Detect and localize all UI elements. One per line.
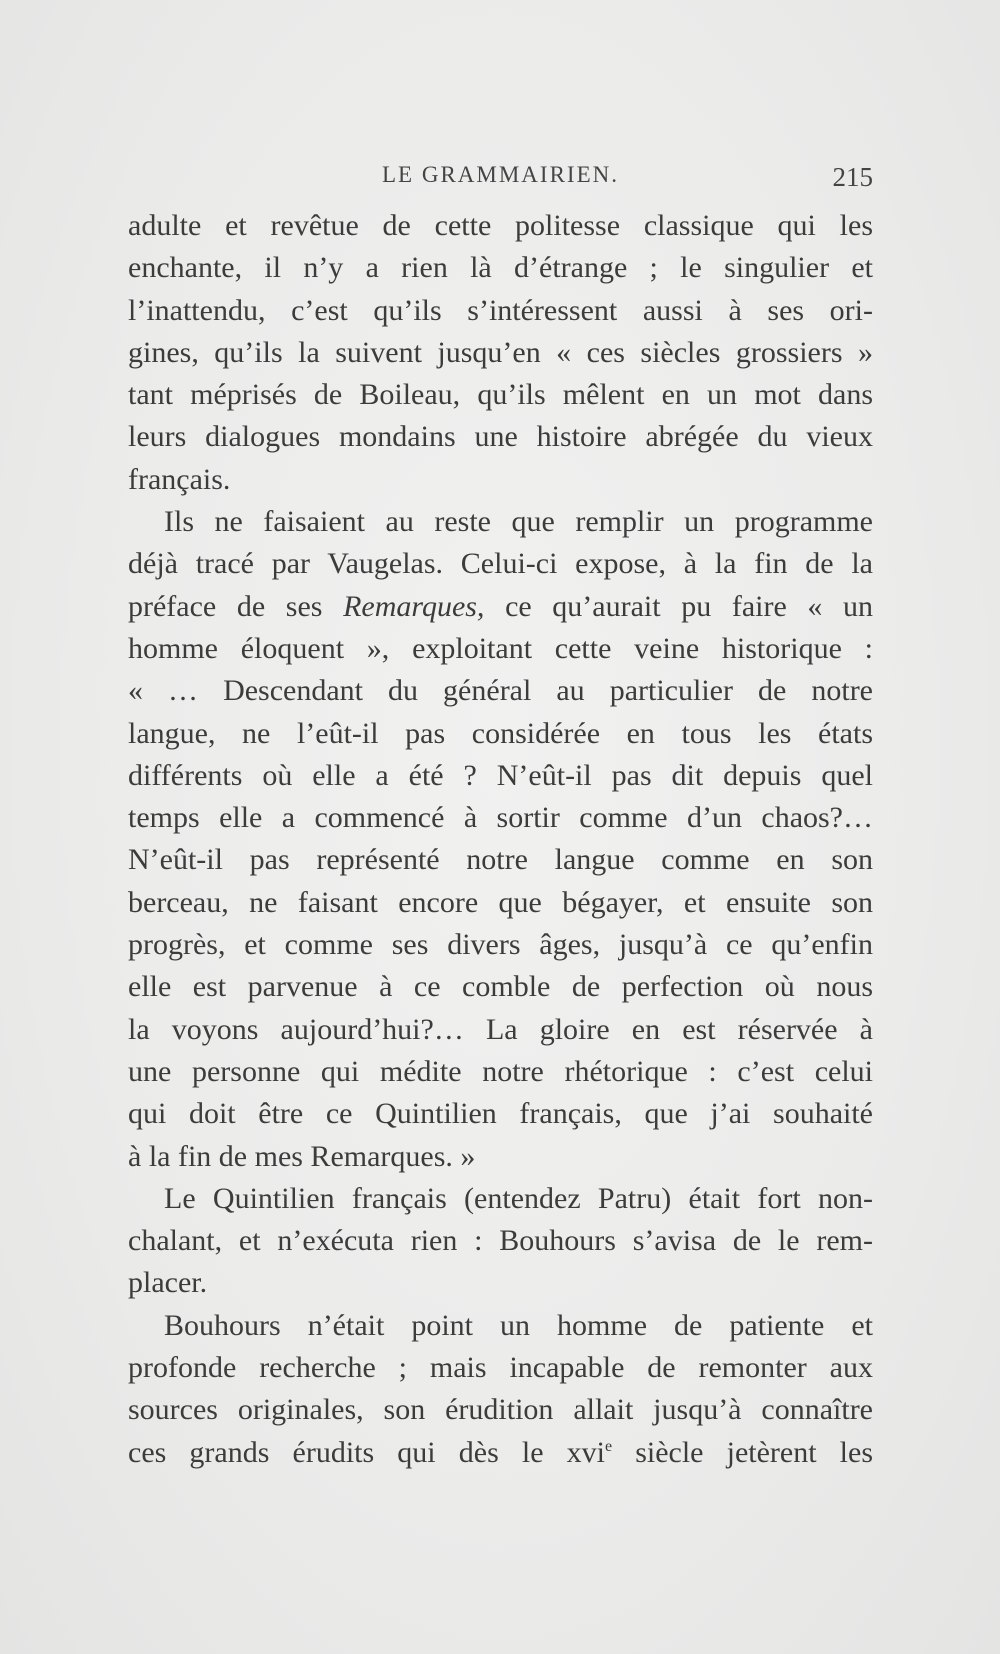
text-line: berceau, ne faisant encore que bégayer, et ensuite son [128,885,873,919]
text-line: l’inattendu, c’est qu’ils s’intéressent aussi à ses ori- [128,293,873,327]
text-line: gines, qu’ils la suivent jusqu’en « ces siècles grossiers » [128,335,873,369]
text-fragment: ce qu’aurait pu faire « un [505,589,874,623]
text-line: Le Quintilien français (entendez Patru) était fort non- [164,1181,873,1215]
text-line: une personne qui médite notre rhétorique : c’est celui [128,1054,873,1088]
text-line: à la fin de mes Remarques. » [128,1139,476,1173]
italic-title: Remarques, [343,589,485,623]
text-fragment: siècle jetèrent les [635,1435,874,1469]
text-line: Bouhours n’était point un homme de patiente et [164,1308,873,1342]
text-line: différents où elle a été ? N’eût-il pas dit depuis quel [128,758,873,792]
text-line: placer. [128,1266,208,1300]
text-line: Ils ne faisaient au reste que remplir un programme [164,505,873,539]
text-line: « … Descendant du général au particulier de notre [128,674,873,708]
text-fragment: ces grands érudits qui dès le xvi [128,1435,605,1469]
text-line: chalant, et n’exécuta rien : Bouhours s’avisa de le rem- [128,1224,873,1258]
text-line: français. [128,462,231,496]
body-text [128,205,873,1474]
text-line-with-italic [128,586,873,628]
text-line: profonde recherche ; mais incapable de remonter aux [128,1351,873,1385]
superscript: e [604,1437,613,1455]
text-line: N’eût-il pas représenté notre langue comme en son [128,843,873,877]
running-head [128,162,873,198]
text-line: la voyons aujourd’hui?… La gloire en est réservée à [128,1012,873,1046]
text-line: qui doit être ce Quintilien français, que j’ai souhaité [128,1097,873,1131]
text-line-with-superscript [128,1432,873,1474]
text-line: déjà tracé par Vaugelas. Celui-ci expose, à la fin de la [128,547,873,581]
text-fragment: préface de ses [128,589,344,623]
running-title: LE GRAMMAIRIEN. [382,162,619,187]
page-number: 215 [832,162,873,192]
text-line: progrès, et comme ses divers âges, jusqu’à ce qu’enfin [128,928,873,962]
text-line: enchante, il n’y a rien là d’étrange ; le singulier et [128,251,873,285]
text-line: homme éloquent », exploitant cette veine historique : [128,631,873,665]
text-line: adulte et revêtue de cette politesse classique qui les [128,209,873,242]
text-line: leurs dialogues mondains une histoire abrégée du vieux [128,420,873,454]
text-line: sources originales, son érudition allait jusqu’à connaître [128,1393,873,1427]
text-line: tant méprisés de Boileau, qu’ils mêlent en un mot dans [128,378,873,412]
text-line: langue, ne l’eût-il pas considérée en tous les états [128,716,873,750]
text-line: elle est parvenue à ce comble de perfection où nous [128,970,873,1004]
text-line: temps elle a commencé à sortir comme d’un chaos?… [128,801,873,835]
